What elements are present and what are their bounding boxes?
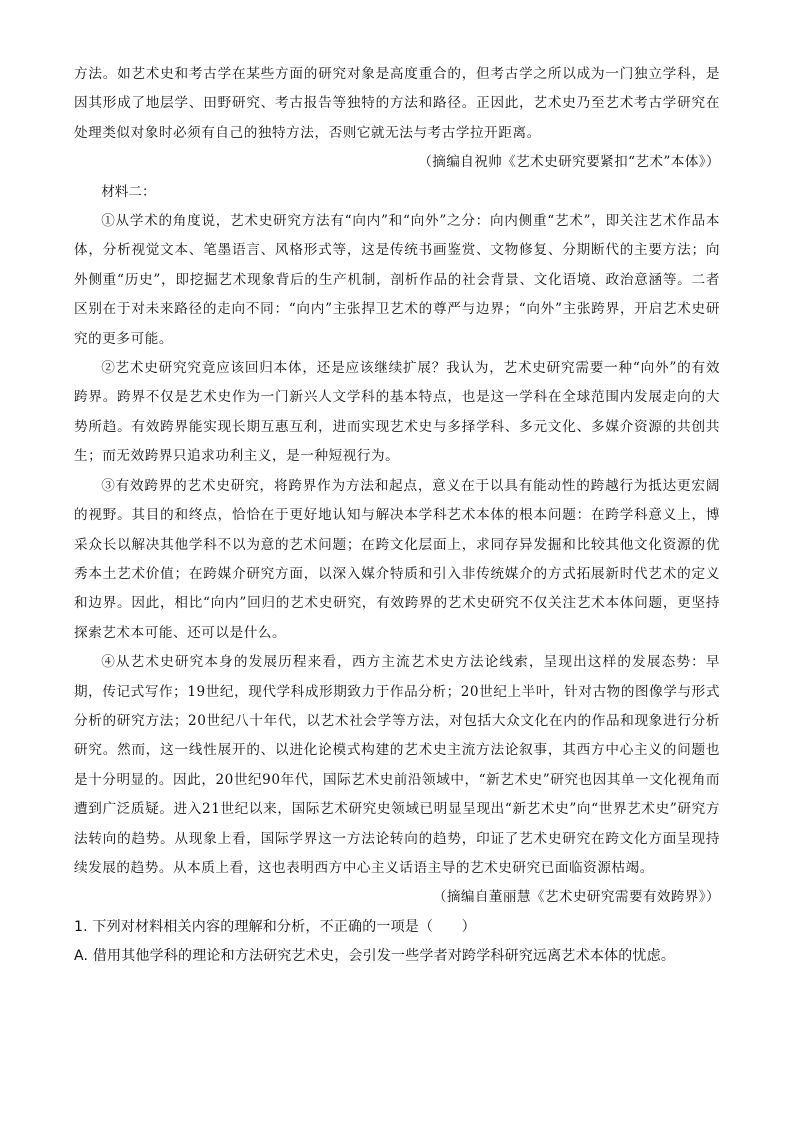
paragraph-3: ③有效跨界的艺术史研究，将跨界作为方法和起点，意义在于以具有能动性的跨越行为抵达更宏阔的视野。其目的和终点，恰恰在于更好地认知与解决本学科艺术本体的根本问题：在跨学科意义上，博采众长以解决其他学科不以为意的艺术问题；在跨文化层面上，求同存异发掘和比较其他文化资源的优秀本土艺术价值；在跨媒介研究方面，以深入媒介特质和引入非传统媒介的方式拓展新时代艺术的定义和边界。因此，相比“向内”回归的艺术史研究，有效跨界的艺术史研究不仅关注艺术本体问题，更坚持探索艺术本可能、还可以是什么。 bbox=[74, 477, 720, 641]
paragraph-4: ④从艺术史研究本身的发展历程来看，西方主流艺术史方法论线索，呈现出这样的发展态势：早期，传记式写作；19世纪，现代学科成形期致力于作品分析；20世纪上半叶，针对古物的图像学与形式分析的研究方法；20世纪八十年代，以艺术社会学等方法，对包括大众文化在内的作品和现象进行分析研究。然而，这一线性展开的、以进化论模式构建的艺术史主流方法论叙事，其西方中心主义的问题也是十分明显的。因此，20世纪90年代，国际艺术史前沿领域中，“新艺术史”研究也因其单一文化视角而遭到广泛质疑。进入21世纪以来，国际艺术研究史领域已明显呈现出“新艺术史”向“世界艺术史”研究方法转向的趋势。从现象上看，国际学界这一方法论转向的趋势，印证了艺术史研究在跨文化方面呈现持续发展的趋势。从本质上看，这也表明西方中心主义话语主导的艺术史研究已面临资源枯竭。 bbox=[74, 654, 720, 876]
paragraph-2: ②艺术史研究究竟应该回归本体，还是应该继续扩展？我认为，艺术史研究需要一种“向外”的有效跨界。跨界不仅是艺术史作为一门新兴人文学科的基本特点，也是这一学科在全球范围内发展走向的大势所趋。有效跨界能实现长期互惠互利，进而实现艺术史与多择学科、多元文化、多媒介资源的共创共生；而无效跨界只追求功利主义，是一种短视行为。 bbox=[74, 360, 720, 465]
intro-paragraph: 方法。如艺术史和考古学在某些方面的研究对象是高度重合的，但考古学之所以成为一门独立学科，是因其形成了地层学、田野研究、考古报告等独特的方法和路径。正因此，艺术史乃至艺术考古学研究在处理类似对象时必须有自己的独特方法，否则它就无法与考古学拉开距离。 bbox=[74, 66, 720, 141]
source-citation-1: （摘编自祝帅《艺术史研究要紧扣“艺术”本体》） bbox=[418, 154, 720, 171]
source-citation-2: （摘编自董丽慧《艺术史研究需要有效跨界》） bbox=[432, 889, 720, 906]
question-1: 1. 下列对材料相关内容的理解和分析，不正确的一项是（ ） bbox=[74, 918, 476, 935]
paragraph-1: ①从学术的角度说，艺术史研究方法有“向内”和“向外”之分：向内侧重“艺术”，即关注艺术作品本体，分析视觉文本、笔墨语言、风格形式等，这是传统书画鉴赏、文物修复、分期断代的主要方法；向外侧重“历史”，即挖掘艺术现象背后的生产机制，剖析作品的社会背景、文化语境、政治意涵等。二者区别在于对未来路径的走向不同：“向内”主张捍卫艺术的尊严与边界；“向外”主张跨界，开启艺术史研究的更多可能。 bbox=[74, 213, 720, 347]
material-2-label: 材料二： bbox=[101, 183, 156, 200]
option-a: A. 借用其他学科的理论和方法研究艺术史，会引发一些学者对跨学科研究远离艺术本体的忧虑。 bbox=[74, 947, 676, 964]
exam-page bbox=[74, 60, 720, 971]
